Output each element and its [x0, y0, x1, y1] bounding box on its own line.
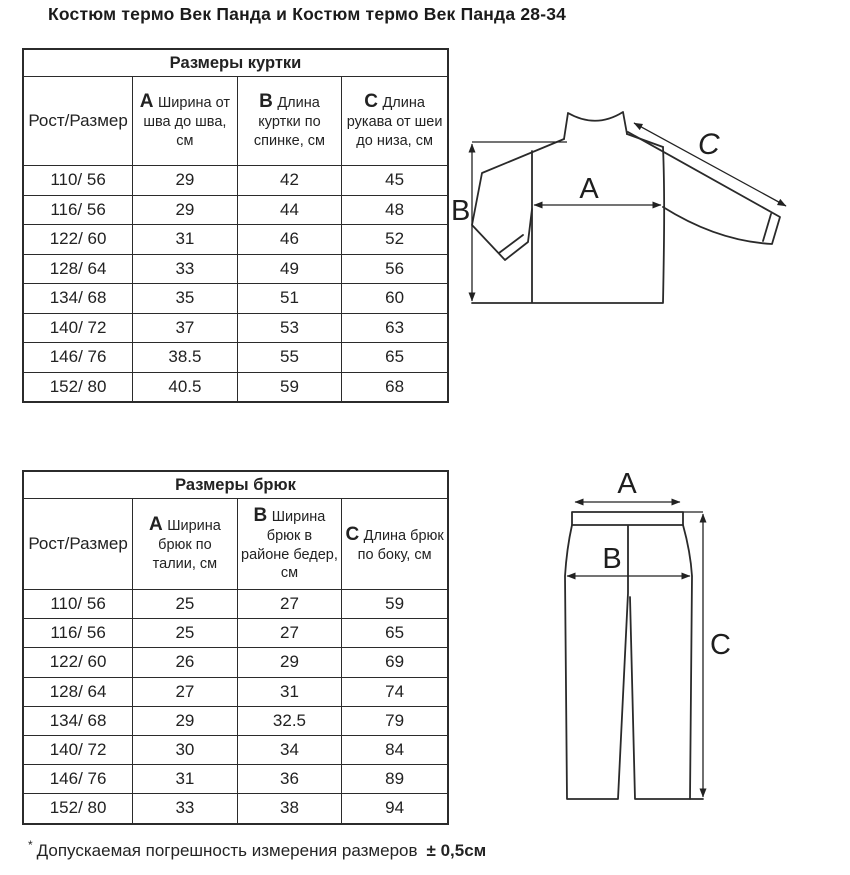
size-cell: 134/ 68 — [23, 706, 133, 735]
measure-desc-a: Ширина от шва до шва, см — [143, 95, 231, 149]
pants-label-a: A — [617, 468, 637, 500]
value-cell: 45 — [342, 166, 448, 196]
table-row — [23, 225, 448, 255]
table-row — [23, 166, 448, 196]
value-cell: 25 — [133, 619, 238, 648]
value-cell: 49 — [237, 254, 342, 284]
column-header-a — [133, 77, 238, 166]
value-cell: 38.5 — [133, 343, 238, 373]
value-cell: 33 — [133, 794, 238, 824]
size-cell: 116/ 56 — [23, 195, 133, 225]
footnote-text: Допускаемая погрешность измерения размеров — [36, 841, 418, 860]
value-cell: 68 — [342, 372, 448, 402]
value-cell: 46 — [237, 225, 342, 255]
tolerance-footnote — [28, 838, 486, 861]
size-cell: 152/ 80 — [23, 372, 133, 402]
value-cell: 35 — [133, 284, 238, 314]
size-cell: 128/ 64 — [23, 254, 133, 284]
value-cell: 26 — [133, 648, 238, 677]
pants-table — [22, 470, 449, 825]
pants-dimension-arrows — [567, 502, 703, 797]
measure-desc-c: Длина рукава от шеи до низа, см — [346, 95, 443, 149]
size-cell: 134/ 68 — [23, 284, 133, 314]
column-header-c — [342, 499, 448, 590]
pants-size-table — [22, 470, 449, 825]
measure-desc-a: Ширина брюк по талии, см — [152, 518, 221, 572]
value-cell: 89 — [342, 765, 448, 794]
table-row — [23, 343, 448, 373]
column-header-height-size: Рост/Размер — [23, 499, 133, 590]
jacket-outline — [472, 112, 780, 303]
pants-table-title-row — [23, 471, 448, 499]
table-row — [23, 590, 448, 619]
size-cell: 116/ 56 — [23, 619, 133, 648]
value-cell: 38 — [237, 794, 342, 824]
size-cell: 140/ 72 — [23, 735, 133, 764]
value-cell: 52 — [342, 225, 448, 255]
table-row — [23, 619, 448, 648]
jacket-label-b: B — [451, 195, 471, 227]
pants-table-header-row — [23, 499, 448, 590]
value-cell: 65 — [342, 343, 448, 373]
value-cell: 37 — [133, 313, 238, 343]
pants-table-body — [23, 590, 448, 824]
value-cell: 27 — [133, 677, 238, 706]
jacket-table-title-row — [23, 49, 448, 77]
value-cell: 56 — [342, 254, 448, 284]
value-cell: 36 — [237, 765, 342, 794]
measure-letter-b: B — [253, 505, 268, 527]
jacket-table-title: Размеры куртки — [23, 49, 448, 77]
value-cell: 29 — [133, 166, 238, 196]
jacket-size-table — [22, 48, 449, 403]
value-cell: 34 — [237, 735, 342, 764]
pants-label-c: C — [710, 629, 731, 661]
size-cell: 110/ 56 — [23, 590, 133, 619]
measure-letter-b: B — [259, 91, 273, 113]
value-cell: 31 — [237, 677, 342, 706]
measure-desc-b: Ширина брюк в районе бедер, см — [241, 509, 338, 582]
value-cell: 25 — [133, 590, 238, 619]
measure-letter-c: C — [364, 91, 379, 113]
value-cell: 27 — [237, 619, 342, 648]
value-cell: 29 — [133, 706, 238, 735]
table-row — [23, 254, 448, 284]
value-cell: 29 — [133, 195, 238, 225]
column-header-height-size: Рост/Размер — [23, 77, 133, 166]
jacket-label-c: C — [698, 128, 720, 161]
jacket-measurement-diagram — [450, 55, 850, 345]
table-row — [23, 372, 448, 402]
table-row — [23, 648, 448, 677]
size-cell: 110/ 56 — [23, 166, 133, 196]
value-cell: 31 — [133, 765, 238, 794]
table-row — [23, 765, 448, 794]
pants-table-title: Размеры брюк — [23, 471, 448, 499]
value-cell: 55 — [237, 343, 342, 373]
value-cell: 59 — [342, 590, 448, 619]
table-row — [23, 706, 448, 735]
column-header-b — [237, 77, 342, 166]
size-cell: 146/ 76 — [23, 343, 133, 373]
pants-label-b: B — [602, 543, 622, 575]
jacket-label-a: A — [579, 173, 599, 205]
table-row — [23, 735, 448, 764]
value-cell: 29 — [237, 648, 342, 677]
size-cell: 146/ 76 — [23, 765, 133, 794]
measure-letter-a: A — [139, 91, 154, 113]
page-title: Костюм термо Век Панда и Костюм термо Век Панда 28-34 — [48, 4, 567, 24]
measure-letter-a: A — [149, 514, 163, 536]
value-cell: 59 — [237, 372, 342, 402]
jacket-table-body — [23, 166, 448, 403]
pants-outline — [565, 512, 703, 799]
table-row — [23, 284, 448, 314]
value-cell: 44 — [237, 195, 342, 225]
table-row — [23, 677, 448, 706]
jacket-dimension-arrows — [472, 123, 786, 301]
pants-measurement-diagram — [520, 465, 850, 835]
table-row — [23, 195, 448, 225]
value-cell: 94 — [342, 794, 448, 824]
measure-letter-c: C — [345, 523, 360, 545]
value-cell: 48 — [342, 195, 448, 225]
measure-desc-b: Длина куртки по спинке, см — [253, 95, 325, 149]
measure-desc-c: Длина брюк по боку, см — [357, 527, 444, 563]
value-cell: 53 — [237, 313, 342, 343]
value-cell: 79 — [342, 706, 448, 735]
size-cell: 122/ 60 — [23, 648, 133, 677]
size-cell: 122/ 60 — [23, 225, 133, 255]
value-cell: 51 — [237, 284, 342, 314]
size-cell: 140/ 72 — [23, 313, 133, 343]
size-cell: 152/ 80 — [23, 794, 133, 824]
footnote-tolerance-value: ± 0,5см — [426, 841, 487, 860]
value-cell: 30 — [133, 735, 238, 764]
column-header-a — [133, 499, 238, 590]
column-header-c — [342, 77, 448, 166]
table-row — [23, 794, 448, 824]
value-cell: 60 — [342, 284, 448, 314]
value-cell: 40.5 — [133, 372, 238, 402]
value-cell: 65 — [342, 619, 448, 648]
footnote-asterisk: * — [28, 838, 33, 852]
value-cell: 32.5 — [237, 706, 342, 735]
value-cell: 42 — [237, 166, 342, 196]
value-cell: 27 — [237, 590, 342, 619]
jacket-table-header-row — [23, 77, 448, 166]
value-cell: 74 — [342, 677, 448, 706]
column-header-b — [237, 499, 342, 590]
size-cell: 128/ 64 — [23, 677, 133, 706]
value-cell: 31 — [133, 225, 238, 255]
value-cell: 33 — [133, 254, 238, 284]
value-cell: 63 — [342, 313, 448, 343]
jacket-table — [22, 48, 449, 403]
value-cell: 84 — [342, 735, 448, 764]
value-cell: 69 — [342, 648, 448, 677]
table-row — [23, 313, 448, 343]
